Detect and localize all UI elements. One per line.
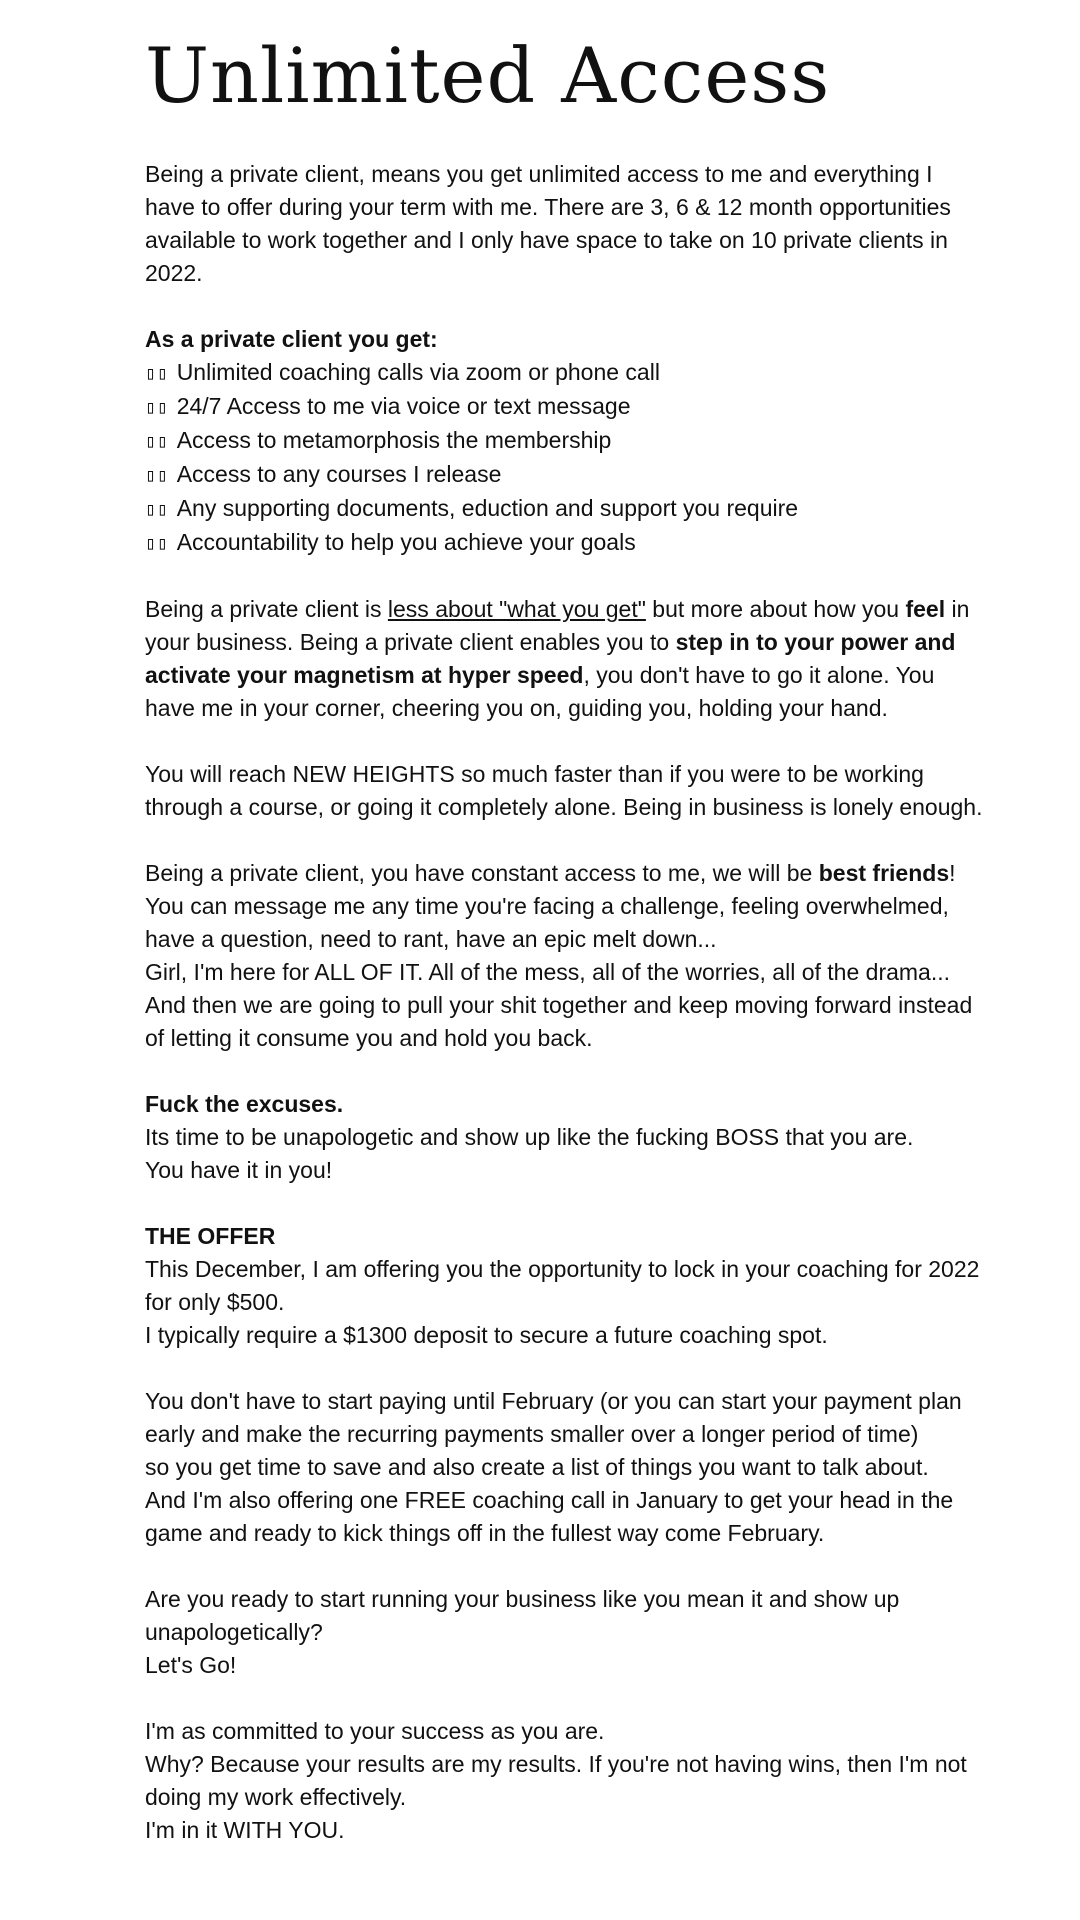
benefit-item (145, 492, 985, 526)
payment-paragraph (145, 1385, 985, 1550)
ready-paragraph (145, 1583, 985, 1682)
payment-line-1: You don't have to start paying until February (or you can start your payment plan early and make the recurring payments smaller over a longer period of time) (145, 1388, 962, 1447)
payment-line-3: And I'm also offering one FREE coaching call in January to get your head in the game and ready to kick things off in the fullest way come February. (145, 1487, 954, 1546)
missing-glyph-icon: ▯▯ (145, 397, 169, 418)
bold-power-phrase: step in to your power and activate your magnetism at hyper speed (145, 629, 956, 688)
benefit-item-text: Access to metamorphosis the membership (176, 427, 612, 453)
committed-line-3: I'm in it WITH YOU. (145, 1817, 345, 1843)
friends-text-2: ! You can message me any time you're facing a challenge, feeling overwhelmed, have a question, need to rant, have an epic melt down... (145, 860, 956, 952)
benefit-item (145, 458, 985, 492)
body-copy (145, 158, 985, 1847)
feel-text-2: but more about how you (645, 596, 906, 622)
bold-feel: feel (905, 596, 946, 622)
committed-line-1: I'm as committed to your success as you are. (145, 1718, 605, 1744)
benefit-item-text: Unlimited coaching calls via zoom or phone call (176, 359, 660, 385)
feel-text-4: , you don't have to go it alone. You have me in your corner, cheering you on, guiding you, holding your hand. (145, 662, 935, 721)
offer-heading: THE OFFER (145, 1223, 276, 1249)
intro-paragraph: Being a private client, means you get unlimited access to me and everything I have to offer during your term with me. There are 3, 6 & 12 month opportunities available to work together and I only have space to take on 10 private clients in 2022. (145, 161, 951, 286)
feel-paragraph (145, 593, 985, 725)
benefit-item (145, 526, 985, 560)
offer-line-1: This December, I am offering you the opportunity to lock in your coaching for 2022 for only $500. (145, 1256, 980, 1315)
benefit-item (145, 390, 985, 424)
bold-best-friends: best friends (818, 860, 950, 886)
offer-line-2: I typically require a $1300 deposit to secure a future coaching spot. (145, 1322, 828, 1348)
friends-paragraph (145, 857, 985, 1055)
missing-glyph-icon: ▯▯ (145, 431, 169, 452)
friends-line-1 (145, 857, 985, 956)
missing-glyph-icon: ▯▯ (145, 363, 169, 384)
benefits-section (145, 323, 985, 560)
excuses-heading: Fuck the excuses. (145, 1091, 344, 1117)
missing-glyph-icon: ▯▯ (145, 499, 169, 520)
feel-text-3: in your business. Being a private client enables you to (145, 596, 970, 655)
excuses-line-1: Its time to be unapologetic and show up like the fucking BOSS that you are. (145, 1124, 914, 1150)
benefit-item-text: Access to any courses I release (176, 461, 502, 487)
benefit-item-text: Any supporting documents, eduction and support you require (176, 495, 799, 521)
committed-paragraph (145, 1715, 985, 1847)
excuses-section (145, 1088, 985, 1187)
friends-text-1: Being a private client, you have constant access to me, we will be (145, 860, 819, 886)
underlined-phrase: less about "what you get" (387, 596, 646, 622)
heights-paragraph: You will reach NEW HEIGHTS so much faster than if you were to be working through a course, or going it completely alone. Being in business is lonely enough. (145, 761, 983, 820)
committed-line-2: Why? Because your results are my results. If you're not having wins, then I'm not doing my work effectively. (145, 1751, 967, 1810)
page-content (145, 0, 985, 1847)
benefit-item-text: Accountability to help you achieve your goals (176, 529, 636, 555)
feel-text-1: Being a private client is (145, 596, 388, 622)
payment-line-2: so you get time to save and also create a list of things you want to talk about. (145, 1454, 929, 1480)
excuses-line-2: You have it in you! (145, 1157, 333, 1183)
benefit-item (145, 356, 985, 390)
benefit-item-text: 24/7 Access to me via voice or text message (176, 393, 631, 419)
ready-line-1: Are you ready to start running your business like you mean it and show up unapologetically? (145, 1586, 900, 1645)
page-title: Unlimited Access (145, 31, 831, 120)
friends-line-2: Girl, I'm here for ALL OF IT. All of the mess, all of the worries, all of the drama... And then we are going to pull your shit together and keep moving forward instead of letting it consume you and hold you back. (145, 959, 973, 1051)
benefit-item (145, 424, 985, 458)
offer-section (145, 1220, 985, 1352)
benefits-heading: As a private client you get: (145, 326, 438, 352)
missing-glyph-icon: ▯▯ (145, 465, 169, 486)
ready-line-2: Let's Go! (145, 1652, 237, 1678)
missing-glyph-icon: ▯▯ (145, 533, 169, 554)
